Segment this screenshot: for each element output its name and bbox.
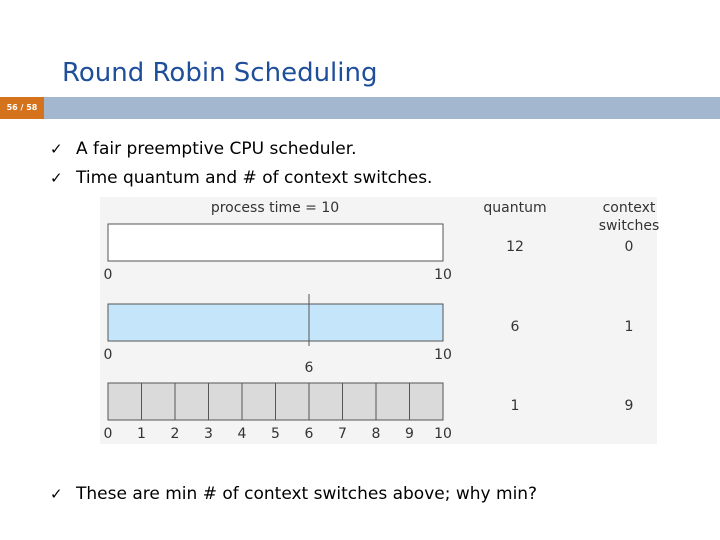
slide-title: Round Robin Scheduling: [62, 58, 378, 88]
quantum-value: 12: [506, 239, 524, 255]
axis-tick-label: 9: [405, 426, 414, 442]
axis-tick-label: 0: [103, 347, 113, 363]
bullet-text: A fair preemptive CPU scheduler.: [76, 139, 357, 159]
axis-tick-label: 2: [170, 426, 180, 442]
axis-tick-label: 5: [271, 426, 280, 442]
context-header-line2: switches: [598, 218, 660, 234]
axis-tick-label: 10: [434, 267, 452, 283]
process-time-label: process time = 10: [210, 200, 340, 216]
axis-tick-label: 7: [338, 426, 347, 442]
axis-tick-label: 1: [137, 426, 146, 442]
axis-tick-label: 8: [371, 426, 381, 442]
axis-tick-label: 0: [103, 426, 113, 442]
checkmark-icon: ✓: [50, 169, 63, 187]
quantum-value: 1: [510, 398, 520, 414]
axis-tick-label: 3: [204, 426, 213, 442]
axis-tick-label: 0: [103, 267, 113, 283]
axis-tick-label: 6: [304, 426, 314, 442]
bullet-item: [50, 484, 537, 504]
checkmark-icon: ✓: [50, 140, 63, 158]
quantum-value: 6: [510, 319, 520, 335]
context-switches-value: 9: [624, 398, 634, 414]
bullet-text: Time quantum and # of context switches.: [76, 168, 433, 188]
slide-number: 56 / 58: [0, 97, 44, 119]
axis-tick-label: 10: [434, 426, 452, 442]
quantum-header: quantum: [483, 200, 547, 216]
context-switches-value: 0: [624, 239, 634, 255]
timeline-bar: [108, 304, 443, 341]
timeline-bar: [108, 224, 443, 261]
axis-tick-label: 4: [237, 426, 247, 442]
checkmark-icon: ✓: [50, 485, 63, 503]
context-switches-value: 1: [624, 319, 634, 335]
axis-tick-label: 10: [434, 347, 452, 363]
split-label: 6: [304, 360, 314, 376]
context-header-line1: context: [602, 200, 656, 216]
footer-bullet-text: These are min # of context switches above; why min?: [76, 484, 538, 504]
